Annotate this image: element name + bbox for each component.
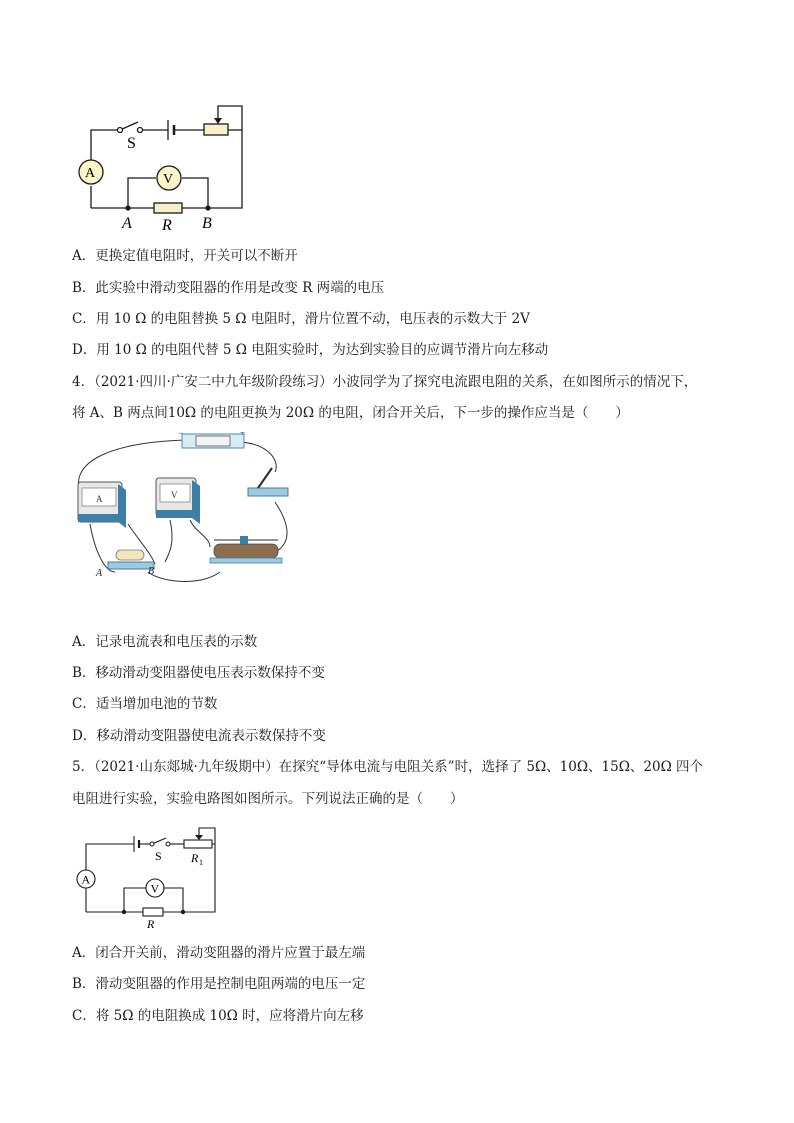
q5-stem-line1: 5．（2021·山东郯城·九年级期中）在探究“导体电流与电阻关系”时，选择了 5Ω、10Ω、15Ω、20Ω 四个 xyxy=(72,759,704,775)
q4-stem-line1: 4．（2021·四川·广安二中九年级阶段练习）小波同学为了探究电流跟电阻的关系，在如图所示的情况下， xyxy=(72,374,698,390)
q4-option-c: C．适当增加电池的节数 xyxy=(72,696,218,712)
q5-option-a: A．闭合开关前，滑动变阻器的滑片应置于最左端 xyxy=(72,945,366,961)
knife-switch xyxy=(248,488,288,496)
svg-text:A: A xyxy=(96,494,103,504)
q4-stem-line2: 将 A、B 两点间10Ω 的电阻更换为 20Ω 的电阻，闭合开关后，下一步的操作应当是（ ） xyxy=(72,405,629,421)
q3-option-d: D．用 10 Ω 的电阻代替 5 Ω 电阻实验时，为达到实验目的应调节滑片向左移动 xyxy=(72,342,549,358)
svg-text:+: + xyxy=(240,432,246,438)
voltmeter-label: V xyxy=(163,172,174,187)
svg-text:R: R xyxy=(191,851,199,865)
svg-text:−: − xyxy=(178,432,184,438)
svg-text:V: V xyxy=(150,881,160,896)
svg-text:V: V xyxy=(171,490,178,500)
svg-text:1: 1 xyxy=(199,858,203,867)
q3-option-c: C．用 10 Ω 的电阻替换 5 Ω 电阻时，滑片位置不动，电压表的示数大于 2V xyxy=(72,311,530,327)
q5-option-b: B．滑动变阻器的作用是控制电阻两端的电压一定 xyxy=(72,976,366,992)
svg-text:B: B xyxy=(148,566,155,577)
svg-text:A: A xyxy=(96,568,103,579)
q5-stem-line2: 电阻进行实验，实验电路图如图所示。下列说法正确的是（ ） xyxy=(72,791,464,807)
point-a-label: A xyxy=(122,215,132,232)
circuit-diagram-2 xyxy=(72,822,222,932)
q4-option-b: B．移动滑动变阻器使电压表示数保持不变 xyxy=(72,665,325,681)
ammeter-label: A xyxy=(85,166,96,181)
resistor-label: R xyxy=(162,217,172,234)
svg-text:R: R xyxy=(147,917,155,931)
q5-option-c: C．将 5Ω 的电阻换成 10Ω 时，应将滑片向左移 xyxy=(72,1008,364,1024)
q3-option-a: A．更换定值电阻时，开关可以不断开 xyxy=(72,248,298,264)
q4-apparatus-illustration xyxy=(70,432,300,582)
svg-text:A: A xyxy=(81,872,91,887)
q4-option-d: D．移动滑动变阻器使电流表示数保持不变 xyxy=(72,728,326,744)
switch-label: S xyxy=(127,135,136,152)
q4-option-a: A．记录电流表和电压表的示数 xyxy=(72,634,258,650)
point-b-label: B xyxy=(202,215,212,232)
rheostat xyxy=(214,544,278,558)
q3-option-b: B．此实验中滑动变阻器的作用是改变 R 两端的电压 xyxy=(72,280,385,296)
svg-text:S: S xyxy=(155,849,162,863)
circuit-diagram-1 xyxy=(70,100,260,240)
